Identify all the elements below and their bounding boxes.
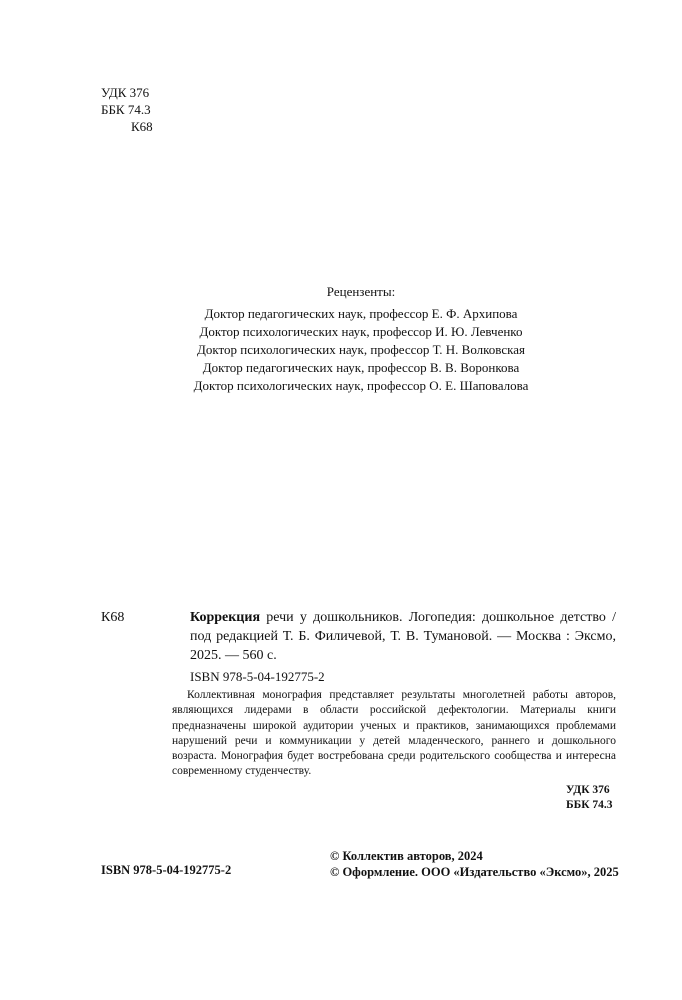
reviewer-line: Доктор педагогических наук, профессор Е. Ф. Архипова (204, 306, 518, 321)
catalog-udk: УДК 376 (566, 784, 610, 796)
reviewer-line: Доктор психологических наук, профессор Т. Н. Волковская (196, 342, 525, 357)
author-mark: К68 (131, 119, 153, 134)
reviewer-line: Доктор педагогических наук, профессор В. В. Воронкова (202, 360, 520, 375)
bibliographic-citation (190, 608, 616, 665)
footer-isbn: ISBN 978-5-04-192775-2 (101, 863, 232, 877)
reviewers-section (0, 283, 682, 395)
reviewer-line: Доктор психологических наук, профессор И. Ю. Левченко (199, 324, 523, 339)
copyright-design: © Оформление. ООО «Издательство «Эксмо», 2025 (330, 865, 619, 879)
udk-code: УДК 376 (101, 85, 150, 100)
classification-codes (101, 84, 153, 135)
bbk-code: ББК 74.3 (101, 102, 151, 117)
citation-title-bold: Коррекция (190, 610, 261, 625)
catalog-author-mark: К68 (101, 610, 125, 625)
catalog-bbk: ББК 74.3 (566, 799, 613, 811)
reviewer-line: Доктор психологических наук, профессор О. Е. Шаповалова (193, 378, 529, 393)
reviewers-title: Рецензенты: (326, 284, 396, 299)
copyright-authors: © Коллектив авторов, 2024 (330, 849, 483, 863)
book-abstract: Коллективная монография представляет результаты многолетней работы авторов, являющихся лидерами в области российской дефектологии. Материалы книги предназначены широкой аудитории ученых и практиков, занимающихся проблемами нарушений речи и коммуникации у детей младенческого, раннего и дошкольного возраста. Монография будет востребована среди родительского сообщества и интересна современному студенчеству. (172, 689, 616, 778)
citation-rest: речи у дошкольников. Логопедия: дошкольное детство / под редакцией Т. Б. Филичевой, Т. В. Тумановой. — Москва : Эксмо, 2025. — 560 с. (190, 610, 616, 663)
catalog-isbn: ISBN 978-5-04-192775-2 (190, 669, 325, 684)
copyright-block (330, 848, 619, 880)
